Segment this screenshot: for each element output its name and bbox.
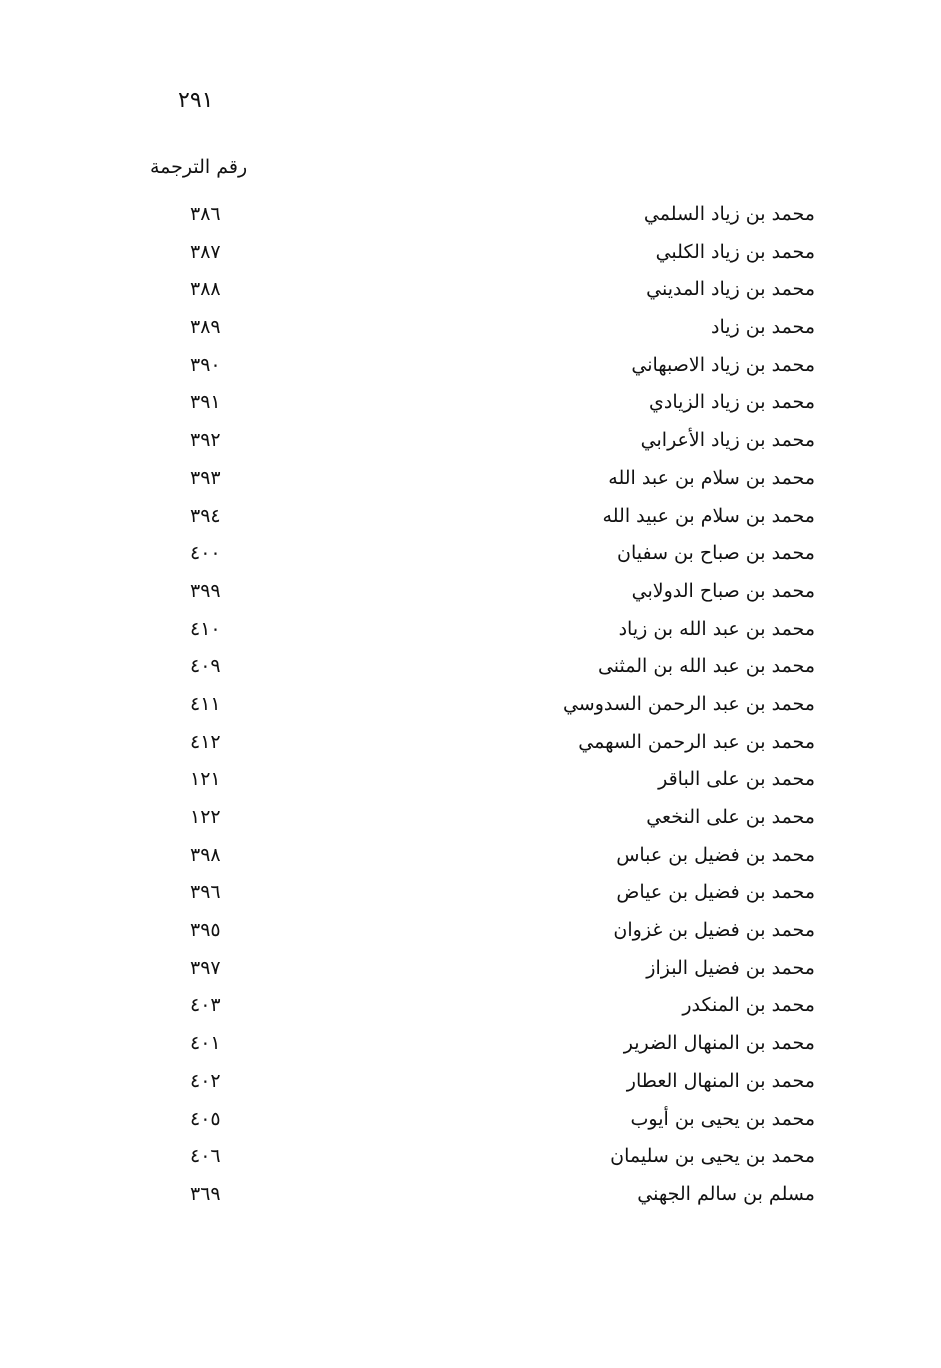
entry-number: ٤٠٦ [190, 1145, 221, 1168]
entry-number: ٣٩٥ [190, 919, 221, 942]
entry-number: ٤١٢ [190, 730, 221, 753]
entry-number: ٣٨٧ [190, 240, 221, 263]
entry-number: ٤٠٣ [190, 994, 221, 1017]
entry-name: محمد بن زياد السلمي [643, 203, 815, 225]
index-entry [150, 576, 815, 614]
entry-name: محمد بن سلام بن عبيد الله [602, 504, 815, 527]
entry-name: محمد بن زياد الاصبهاني [631, 353, 815, 376]
index-entry [150, 1179, 815, 1217]
entry-number: ١٢٢ [190, 806, 221, 828]
entry-name: محمد بن زياد المديني [646, 278, 815, 301]
entry-name: محمد بن المنهال العطار [626, 1069, 815, 1092]
entry-number: ٣٨٦ [190, 203, 221, 225]
entry-name: محمد بن على النخعي [646, 806, 815, 828]
index-entry [150, 990, 815, 1028]
index-entry [150, 237, 815, 275]
entry-name: محمد بن فضيل بن غزوان [613, 919, 815, 942]
index-entry [150, 312, 815, 350]
entry-name: محمد بن المنكدر [682, 994, 815, 1017]
entry-number: ٣٩٦ [190, 881, 221, 904]
entry-name: محمد بن سلام بن عبد الله [608, 466, 815, 489]
entry-name: محمد بن عبد الرحمن السدوسي [562, 692, 815, 715]
index-entry [150, 199, 815, 237]
index-entry [150, 689, 815, 727]
entry-name: محمد بن يحيى بن سليمان [610, 1145, 815, 1168]
entry-number: ٣٩٨ [190, 843, 221, 866]
entry-number: ٤٠٥ [190, 1107, 221, 1130]
index-entry [150, 802, 815, 840]
entry-name: محمد بن زياد الكلبي [655, 240, 815, 263]
index-entry [150, 274, 815, 312]
entry-number: ٣٩٢ [190, 429, 221, 452]
index-entry [150, 1104, 815, 1142]
entry-number: ٤١١ [190, 692, 221, 715]
entry-number: ٣٩١ [190, 391, 221, 414]
index-entry [150, 614, 815, 652]
index-entry [150, 1066, 815, 1104]
entry-number: ٤٠٩ [190, 655, 221, 678]
entry-number: ٣٩٩ [190, 579, 221, 602]
entry-number: ٣٨٩ [190, 316, 221, 339]
index-entry [150, 350, 815, 388]
index-entry [150, 915, 815, 953]
entry-name: محمد بن على الباقر [658, 768, 815, 791]
entry-number: ٤١٠ [190, 617, 221, 640]
index-entry [150, 727, 815, 765]
index-entry [150, 538, 815, 576]
entry-number: ٣٩٧ [190, 956, 221, 979]
entry-number: ١٢١ [190, 768, 221, 791]
index-entry [150, 463, 815, 501]
entry-name: محمد بن فضيل بن عباس [616, 843, 815, 866]
entry-name: محمد بن يحيى بن أيوب [630, 1107, 815, 1130]
entry-number: ٣٨٨ [190, 278, 221, 301]
translation-number-header: رقم الترجمة [150, 156, 248, 178]
entry-name: مسلم بن سالم الجهني [637, 1182, 815, 1205]
entry-name: محمد بن زياد الأعرابي [640, 429, 815, 452]
entry-name: محمد بن زياد الزيادي [649, 391, 815, 414]
entry-name: محمد بن فضيل البزاز [646, 956, 815, 979]
entry-number: ٤٠١ [190, 1032, 221, 1055]
entry-name: محمد بن عبد الله بن زياد [618, 617, 815, 640]
entry-name: محمد بن المنهال الضرير [623, 1032, 815, 1055]
index-entry [150, 651, 815, 689]
entry-name: محمد بن عبد الرحمن السهمي [578, 730, 815, 753]
entry-name: محمد بن صباح الدولابي [631, 579, 815, 602]
index-entry [150, 840, 815, 878]
entry-name: محمد بن فضيل بن عياض [616, 881, 815, 904]
index-entry [150, 953, 815, 991]
index-entry [150, 501, 815, 539]
entry-name: محمد بن زياد [711, 316, 815, 339]
index-entry [150, 764, 815, 802]
page-number: ٢٩١ [178, 88, 214, 113]
index-entry [150, 877, 815, 915]
index-entry [150, 1141, 815, 1179]
entry-number: ٤٠٢ [190, 1069, 221, 1092]
entry-number: ٣٩٠ [190, 353, 221, 376]
index-entry [150, 425, 815, 463]
entry-name: محمد بن عبد الله بن المثنى [597, 655, 815, 678]
entry-number: ٣٩٤ [190, 504, 221, 527]
index-entries-list [150, 199, 815, 1217]
index-entry [150, 1028, 815, 1066]
index-entry [150, 387, 815, 425]
entry-number: ٤٠٠ [190, 542, 221, 565]
entry-number: ٣٩٣ [190, 466, 221, 489]
entry-number: ٣٦٩ [190, 1182, 221, 1205]
entry-name: محمد بن صباح بن سفيان [617, 542, 815, 565]
